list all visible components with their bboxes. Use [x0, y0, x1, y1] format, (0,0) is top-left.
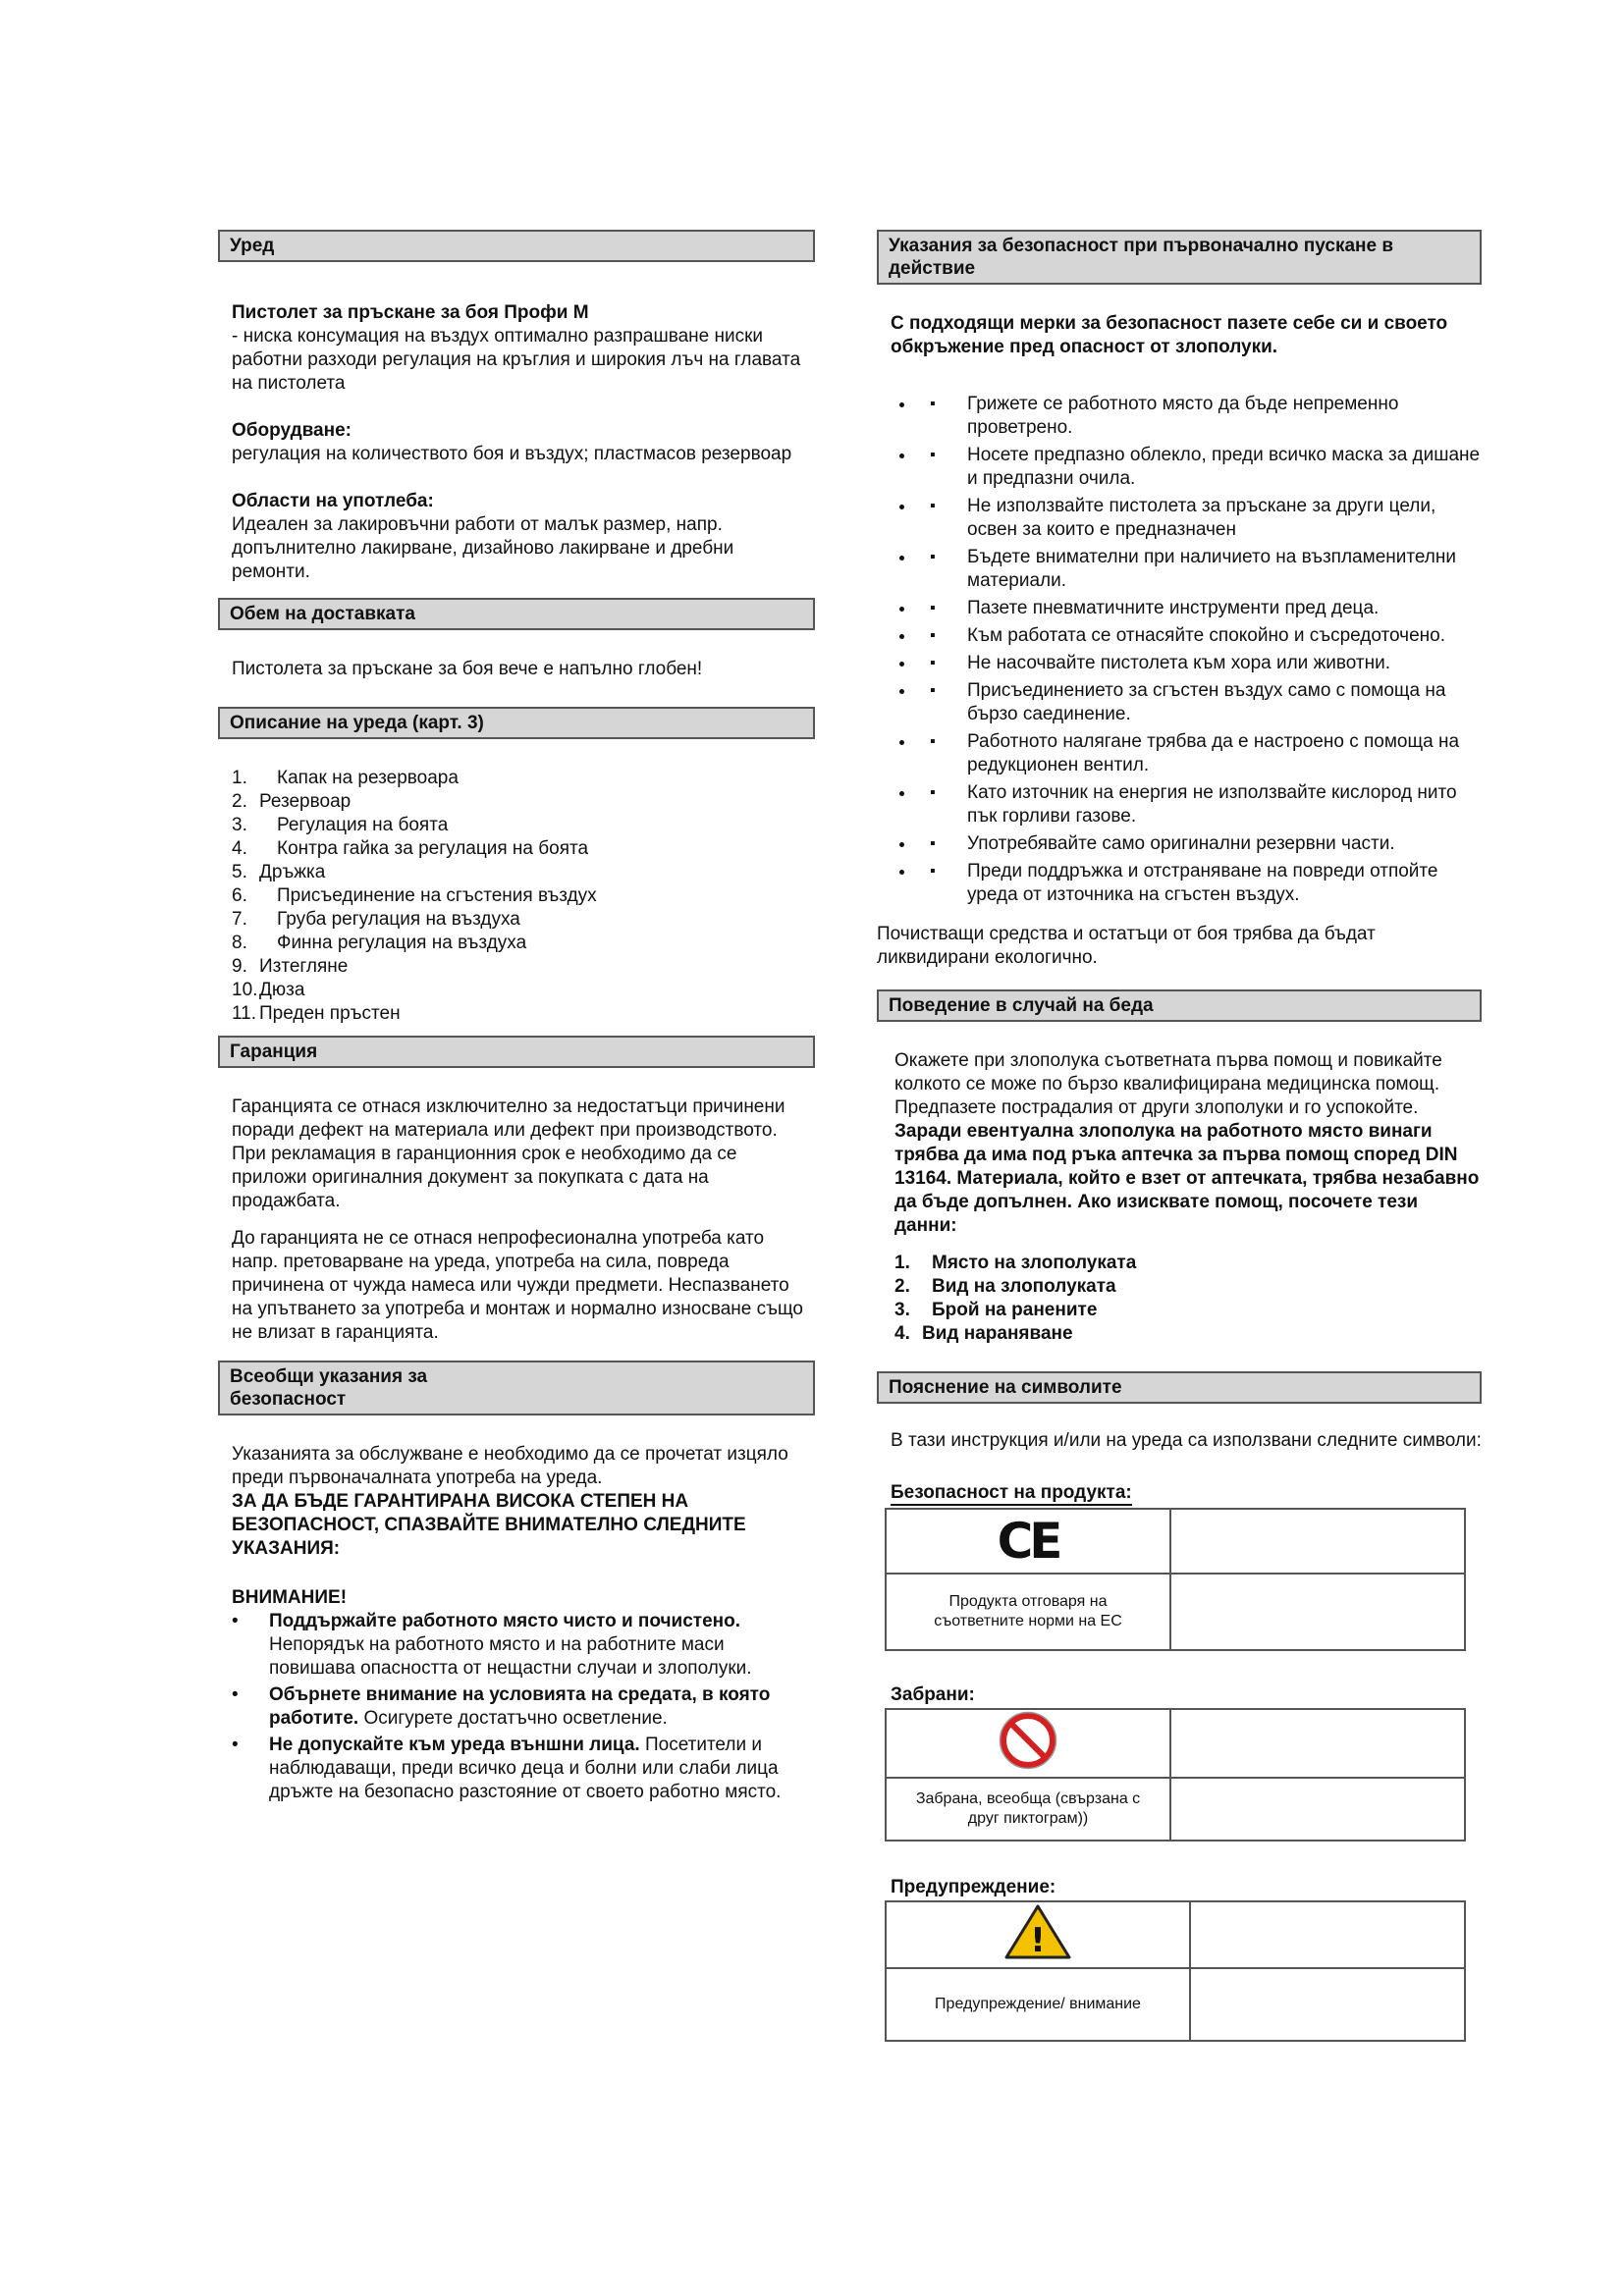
- section-header-startup-safety: Указания за безопасност при първоначално пускане в действие: [877, 230, 1482, 285]
- list-item: ▪ • Като източник на енергия не използвайте кислород нито пък горливи газове.: [916, 781, 1482, 828]
- list-item: ▪ • Грижете се работното място да бъде непременно проветрено.: [916, 393, 1482, 440]
- list-item: 1. Капак на резервоара: [232, 768, 459, 788]
- prohibitions-title: Забрани:: [891, 1684, 975, 1705]
- safety-head-line: Всеобщи указания за: [230, 1366, 428, 1387]
- warning-icon-cell: [886, 1901, 1190, 1968]
- list-item: ▪ • Присъединението за сгъстен въздух само с помоща на бързо саединение.: [916, 679, 1482, 726]
- list-item: 9. Изтегляне: [232, 956, 349, 977]
- list-item: 2. Резервоар: [232, 791, 352, 812]
- right-column: [877, 230, 1482, 2042]
- product-safety-table: [885, 1508, 1466, 1651]
- empty-cell: [1170, 1509, 1465, 1574]
- parts-list: [218, 767, 815, 1026]
- list-item: • Обърнете внимание на условията на средата, в която работите. Осигурете достатъчно осветление.: [218, 1683, 815, 1731]
- list-item: ▪ • Не използвайте пистолета за пръскане за други цели, освен за които е предназначен: [916, 495, 1482, 542]
- warranty-paragraph: При рекламация в гаранционния срок е необходимо да се приложи оригиналния документ за покупката с дата на продажбата.: [232, 1144, 737, 1211]
- list-item: 4. Контра гайка за регулация на боята: [232, 838, 589, 859]
- list-item: • Не допускайте към уреда външни лица. Посетители и наблюдаващи, преди всичко деца и болни или слаби лица дръжте на безопасно разстояние от своето работно място.: [218, 1734, 815, 1804]
- symbols-text: В тази инструкция и/или на уреда са използвани следните символи:: [891, 1430, 1482, 1451]
- delivery-text: Пистолета за пръскане за боя вече е напълно глобен!: [232, 659, 703, 679]
- list-item: ▪ • Работното налягане трябва да е настроено с помоща на редукционен вентил.: [916, 730, 1482, 777]
- section-header-warranty: Гаранция: [218, 1036, 815, 1068]
- use-areas-text: Идеален за лакировъчни работи от малък размер, напр. допълнително лакирване, дизайново лакирване и дребни ремонти.: [232, 514, 734, 582]
- attention-label: ВНИМАНИЕ!: [232, 1587, 348, 1608]
- warranty-paragraph: До гаранцията не се отнася непрофесионална употреба като напр. претоварване на уреда, употреба на сила, повреда причинена от чужда намеса или чужди предмети. Неспазването на упътването за употреба и монтаж и нормално износване също не влизат в гаранцията.: [232, 1228, 803, 1343]
- list-item: ▪ • Употребявайте само оригинални резервни части.: [916, 832, 1482, 856]
- accident-paragraph-bold: Заради евентуална злополука на работното място винаги трябва да има под ръка аптечка за първа помощ според DIN 13164. Материала, който е взет от аптечката, трябва незабавно да бъде допълнен. Ако изисквате помощ, посочете тези данни:: [894, 1121, 1480, 1236]
- ce-caption: Продукта отговаря на съответните норми на ЕС: [886, 1574, 1170, 1650]
- section-header-description: Описание на уреда (карт. 3): [218, 707, 815, 739]
- list-item: 11. Преден пръстен: [232, 1003, 401, 1024]
- product-safety-title: Безопасност на продукта:: [891, 1482, 1132, 1506]
- list-item: ▪ • Пазете пневматичните инструменти пред деца.: [916, 597, 1482, 620]
- accident-data-list: [877, 1252, 1482, 1346]
- list-item: 10. Дюза: [232, 980, 305, 1000]
- safety-head-line: безопасност: [230, 1389, 347, 1410]
- device-title: Пистолет за пръскане за боя Профи М: [232, 302, 589, 323]
- safety-rules: [877, 393, 1482, 907]
- list-item: 6. Присъединение на сгъстения въздух: [232, 885, 597, 906]
- prohibition-icon-cell: [886, 1709, 1170, 1778]
- equipment-text: регулация на количеството боя и въздух; пластмасов резервоар: [232, 444, 792, 464]
- safety-bullets: [218, 1610, 815, 1804]
- prohibition-caption: Забрана, всеобща (свързана с друг пиктограм)): [886, 1778, 1170, 1841]
- section-header-symbols: Пояснение на символите: [877, 1371, 1482, 1404]
- list-item: 3. Брой на ранените: [894, 1300, 1098, 1320]
- use-areas-title: Области на употлеба:: [232, 491, 434, 511]
- cleaning-note: Почистващи средства и остатъци от боя трябва да бъдат ликвидирани екологично.: [877, 924, 1376, 968]
- warning-title: Предупреждение:: [891, 1877, 1056, 1897]
- equipment-title: Оборудване:: [232, 420, 352, 441]
- section-header-device: Уред: [218, 230, 815, 262]
- list-item: ▪ • Бъдете внимателни при наличието на възпламенителни материали.: [916, 546, 1482, 593]
- empty-cell: [1170, 1709, 1465, 1778]
- list-item: 4. Вид нараняване: [894, 1323, 1073, 1344]
- list-item: 1. Място на злополуката: [894, 1253, 1137, 1273]
- accident-paragraph: Окажете при злополука съответната първа помощ и повикайте колкото се може по бързо квалифицирана медицинска помощ. Предпазете пострадалия от други злополуки и го успокойте.: [894, 1050, 1442, 1118]
- warning-table: [885, 1900, 1466, 2042]
- empty-cell: [1170, 1778, 1465, 1841]
- list-item: 5. Дръжка: [232, 862, 326, 882]
- section-header-delivery: Обем на доставката: [218, 598, 815, 630]
- list-item: 7. Груба регулация на въздуха: [232, 909, 520, 930]
- safety-intro: Указанията за обслужване е необходимо да се прочетат изцяло преди първоначалната употреба на уреда.: [232, 1444, 788, 1488]
- list-item: ▪ • Към работата се отнасяйте спокойно и съсредоточено.: [916, 624, 1482, 648]
- section-header-accident: Поведение в случай на беда: [877, 989, 1482, 1022]
- warning-caption: Предупреждение/ внимание: [886, 1968, 1190, 2041]
- ce-mark-icon: CE: [997, 1513, 1059, 1570]
- empty-cell: [1170, 1574, 1465, 1650]
- startup-intro: С подходящи мерки за безопасност пазете себе си и своето обкръжение пред опасност от злополуки.: [891, 313, 1448, 357]
- list-item: 8. Финна регулация на въздуха: [232, 933, 527, 953]
- left-column: [218, 230, 815, 1807]
- svg-text:!: !: [1030, 1921, 1046, 1960]
- list-item: ▪ • Преди поддръжка и отстраняване на повреди отпойте уреда от източника на сгъстен въздух.: [916, 860, 1482, 907]
- list-item: 3. Регулация на боята: [232, 815, 449, 835]
- empty-cell: [1190, 1901, 1465, 1968]
- list-item: ▪ • Не насочвайте пистолета към хора или животни.: [916, 652, 1482, 675]
- device-text: - ниска консумация на въздух оптимално разпрашване ниски работни разходи регулация на кръглия и широкия лъч на главата на пистолета: [232, 326, 801, 394]
- list-item: 2. Вид на злополуката: [894, 1276, 1116, 1297]
- warning-triangle-icon: [1003, 1903, 1072, 1960]
- prohibition-icon: [999, 1711, 1057, 1770]
- warranty-paragraph: Гаранцията се отнася изключително за недостатъци причинени поради дефект на материала или дефект при производството.: [232, 1096, 785, 1141]
- list-item: • Поддържайте работното място чисто и почистено. Непорядък на работното място и на работните маси повишава опасността от нещастни случаи и злополуки.: [218, 1610, 815, 1681]
- empty-cell: [1190, 1968, 1465, 2041]
- ce-mark-cell: [886, 1509, 1170, 1574]
- section-header-safety: [218, 1361, 815, 1415]
- list-item: ▪ • Носете предпазно облекло, преди всичко маска за дишане и предпазни очила.: [916, 444, 1482, 491]
- prohibitions-table: [885, 1708, 1466, 1842]
- safety-caps: ЗА ДА БЪДЕ ГАРАНТИРАНА ВИСОКА СТЕПЕН НА БЕЗОПАСНОСТ, СПАЗВАЙТЕ ВНИМАТЕЛНО СЛЕДНИТЕ УКАЗАНИЯ:: [232, 1491, 746, 1559]
